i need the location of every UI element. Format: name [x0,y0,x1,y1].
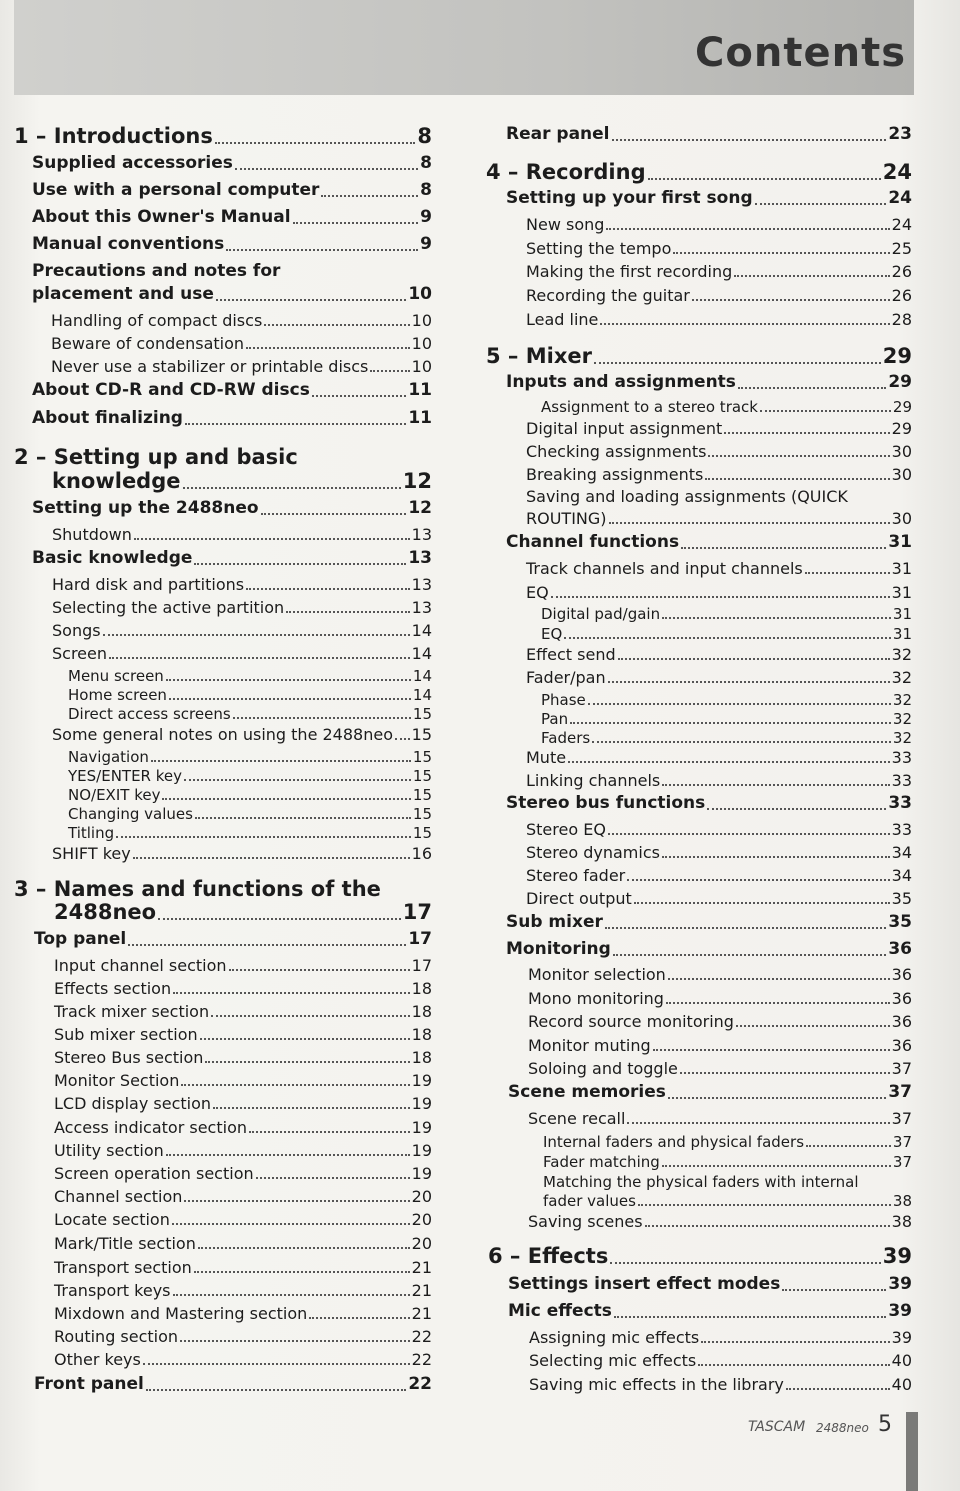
toc-subentry[interactable]: Never use a stabilizer or printable discs 10 [51,357,432,376]
toc-entry[interactable]: Basic knowledge 13 [32,548,432,568]
toc-subentry[interactable]: Transport keys 21 [54,1281,432,1300]
toc-subentry[interactable]: Monitor muting 36 [528,1036,912,1055]
toc-subentry[interactable]: Access indicator section 19 [54,1118,432,1137]
toc-subentry[interactable]: Handling of compact discs 10 [51,311,432,330]
toc-subentry[interactable]: Making the first recording 26 [526,262,912,281]
toc-entry[interactable]: Front panel 22 [34,1374,432,1394]
toc-entry-line: Precautions and notes for [32,261,281,281]
toc-subsubentry[interactable]: Faders 32 [541,729,912,747]
toc-subsubentry[interactable]: NO/EXIT key 15 [68,786,432,804]
toc-subentry[interactable]: Channel section 20 [54,1187,432,1206]
toc-entry[interactable]: Manual conventions 9 [32,234,432,254]
toc-subentry[interactable]: Assigning mic effects 39 [529,1328,912,1347]
toc-subentry[interactable]: Mixdown and Mastering section 21 [54,1304,432,1323]
toc-chapter-2[interactable]: knowledge 12 [52,469,432,493]
toc-subentry[interactable]: Saving scenes 38 [528,1212,912,1231]
toc-subentry[interactable]: Scene recall 37 [528,1109,912,1128]
toc-subentry[interactable]: Monitor selection 36 [528,965,912,984]
footer-brand: TASCAM [748,1419,806,1435]
toc-subentry[interactable]: EQ 31 [526,583,912,602]
toc-subentry[interactable]: Shutdown 13 [52,525,432,544]
toc-subentry[interactable]: Record source monitoring 36 [528,1012,912,1031]
toc-entry[interactable]: placement and use 10 [32,284,432,304]
toc-chapter-5[interactable]: 5 – Mixer 29 [486,344,912,368]
toc-entry[interactable]: Channel functions 31 [506,532,912,552]
toc-subentry[interactable]: Stereo fader 34 [526,866,912,885]
toc-subsubentry[interactable]: Navigation 15 [68,748,432,766]
toc-entry[interactable]: About this Owner's Manual 9 [32,207,432,227]
toc-subentry[interactable]: SHIFT key 16 [52,844,432,863]
toc-entry[interactable]: Rear panel 23 [506,124,912,144]
toc-subentry[interactable]: LCD display section 19 [54,1094,432,1113]
toc-subentry[interactable]: Recording the guitar 26 [526,286,912,305]
toc-subentry[interactable]: Utility section 19 [54,1141,432,1160]
toc-subsubentry[interactable]: Fader matching 37 [543,1153,912,1171]
toc-chapter-4[interactable]: 4 – Recording 24 [486,160,912,184]
toc-subentry[interactable]: Fader/pan 32 [526,668,912,687]
toc-subentry[interactable]: Mono monitoring 36 [528,989,912,1008]
toc-chapter-6[interactable]: 6 – Effects 39 [488,1244,912,1268]
toc-entry[interactable]: About CD-R and CD-RW discs 11 [32,380,432,400]
toc-entry[interactable]: Monitoring 36 [506,939,912,959]
toc-subentry[interactable]: Selecting the active partition 13 [52,598,432,617]
toc-subentry[interactable]: Transport section 21 [54,1258,432,1277]
toc-subentry[interactable]: Direct output 35 [526,889,912,908]
toc-entry[interactable]: Top panel 17 [34,929,432,949]
toc-entry[interactable]: Use with a personal computer 8 [32,180,432,200]
toc-subentry[interactable]: New song 24 [526,215,912,234]
toc-chapter-1[interactable]: 1 – Introductions 8 [14,124,432,148]
toc-subsubentry[interactable]: Assignment to a stereo track 29 [541,398,912,416]
toc-subentry[interactable]: Hard disk and partitions 13 [52,575,432,594]
toc-subsubentry[interactable]: Digital pad/gain 31 [541,605,912,623]
page-title: Contents [695,30,906,76]
toc-subentry[interactable]: Lead line 28 [526,310,912,329]
toc-subsubentry[interactable]: YES/ENTER key 15 [68,767,432,785]
toc-entry[interactable]: Setting up the 2488neo 12 [32,498,432,518]
toc-subsubentry[interactable]: Changing values 15 [68,805,432,823]
toc-subentry[interactable]: Some general notes on using the 2488neo 15 [52,725,432,744]
toc-subentry[interactable]: Setting the tempo 25 [526,239,912,258]
toc-subentry[interactable]: Stereo Bus section 18 [54,1048,432,1067]
toc-subentry[interactable]: Breaking assignments 30 [526,465,912,484]
footer-model: 2488neo [816,1421,869,1435]
toc-subentry[interactable]: Stereo dynamics 34 [526,843,912,862]
toc-subsubentry[interactable]: EQ 31 [541,625,912,643]
toc-subsubentry[interactable]: Internal faders and physical faders 37 [543,1133,912,1151]
page-edge-tab [906,1412,918,1491]
toc-subentry[interactable]: Track mixer section 18 [54,1002,432,1021]
page-number: 5 [878,1412,892,1437]
toc-subentry[interactable]: Mark/Title section 20 [54,1234,432,1253]
toc-subentry[interactable]: ROUTING) 30 [526,509,912,528]
toc-chapter-3[interactable]: 2488neo 17 [54,900,432,924]
toc-entry[interactable]: Setting up your first song 24 [506,188,912,208]
toc-entry[interactable]: Stereo bus functions 33 [506,793,912,813]
toc-subentry[interactable]: Locate section 20 [54,1210,432,1229]
toc-entry[interactable]: About finalizing 11 [32,408,432,428]
toc-subentry[interactable]: Screen operation section 19 [54,1164,432,1183]
toc-subentry[interactable]: Track channels and input channels 31 [526,559,912,578]
toc-subsubentry[interactable]: Titling 15 [68,824,432,842]
toc-subentry[interactable]: Other keys 22 [54,1350,432,1369]
toc-chapter-2-line1: 2 – Setting up and basic [14,445,298,469]
toc-subentry[interactable]: Effects section 18 [54,979,432,998]
toc-subentry[interactable]: Saving mic effects in the library 40 [529,1375,912,1394]
toc-subsubentry-line: Matching the physical faders with internal [543,1173,859,1191]
toc-subentry[interactable]: Sub mixer section 18 [54,1025,432,1044]
toc-subentry[interactable]: Checking assignments 30 [526,442,912,461]
toc-subentry[interactable]: Routing section 22 [54,1327,432,1346]
toc-subsubentry[interactable]: Pan 32 [541,710,912,728]
toc-subentry-line: Saving and loading assignments (QUICK [526,487,848,506]
toc-subentry[interactable]: Linking channels 33 [526,771,912,790]
toc-subentry[interactable]: Soloing and toggle 37 [528,1059,912,1078]
toc-subentry[interactable]: Selecting mic effects 40 [529,1351,912,1370]
toc-subentry[interactable]: Input channel section 17 [54,956,432,975]
toc-entry[interactable]: Sub mixer 35 [506,912,912,932]
toc-subentry[interactable]: Beware of condensation 10 [51,334,432,353]
toc-subsubentry[interactable]: Home screen 14 [68,686,432,704]
toc-entry[interactable]: Scene memories 37 [508,1082,912,1102]
toc-subentry[interactable]: Mute 33 [526,748,912,767]
toc-subentry[interactable]: Monitor Section 19 [54,1071,432,1090]
toc-subentry[interactable]: Digital input assignment 29 [526,419,912,438]
toc-subentry[interactable]: Screen 14 [52,644,432,663]
toc-subsubentry[interactable]: fader values 38 [543,1192,912,1210]
toc-subentry[interactable]: Effect send 32 [526,645,912,664]
toc-subsubentry[interactable]: Phase 32 [541,691,912,709]
toc-subentry[interactable]: Songs 14 [52,621,432,640]
toc-chapter-3-line1: 3 – Names and functions of the [14,877,381,901]
toc-entry[interactable]: Mic effects 39 [508,1301,912,1321]
toc-subsubentry[interactable]: Direct access screens 15 [68,705,432,723]
toc-entry[interactable]: Settings insert effect modes 39 [508,1274,912,1294]
toc-entry[interactable]: Inputs and assignments 29 [506,372,912,392]
toc-entry[interactable]: Supplied accessories 8 [32,153,432,173]
toc-subsubentry[interactable]: Menu screen 14 [68,667,432,685]
toc-subentry[interactable]: Stereo EQ 33 [526,820,912,839]
